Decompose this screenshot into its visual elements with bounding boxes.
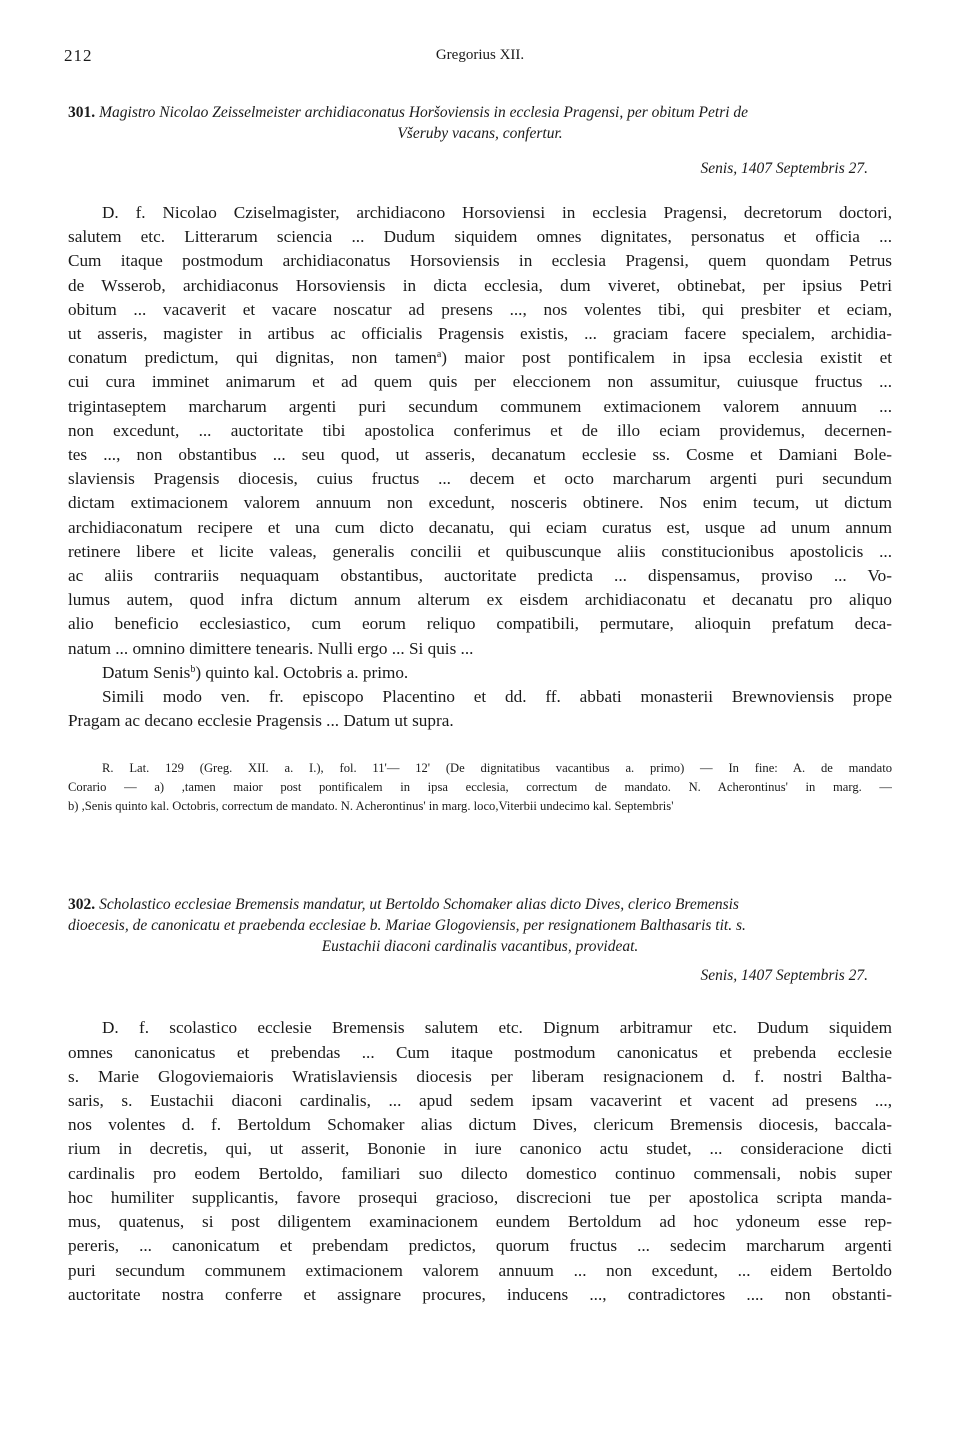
text-fragment: ) quinto kal. Octobris a. primo. <box>195 662 409 682</box>
text-line: D. f. scolastico ecclesie Bremensis salutem etc. Dignum arbitramur etc. Dudum siquidem <box>102 1018 892 1038</box>
text-line: salutem etc. Litterarum sciencia ... Dudum siquidem omnes dignitates, personatus et officia ... <box>68 227 892 247</box>
text-fragment: ) maior post pontificalem in ipsa ecclesia existit et <box>441 348 892 368</box>
footnote-mark: b <box>190 663 196 675</box>
text-line <box>68 346 892 370</box>
text-line: obitum ... vacaverit et vacare noscatur ad presens ..., nos volentes tibi, qui presbiter et eciam, <box>68 299 892 319</box>
text-line: archidiaconatum recipere et una cum dicto decanatu, qui eciam curatus est, usque ad unum annum <box>68 517 892 537</box>
entry-number: 302. <box>68 896 96 914</box>
text-line: Simili modo ven. fr. episcopo Placentino et dd. ff. abbati monasterii Brewnoviensis prope <box>102 687 892 707</box>
page-number: 212 <box>64 46 93 65</box>
document-page <box>64 38 892 1307</box>
heading-line: Magistro Nicolao Zeisselmeister archidiaconatus Horšoviensis in ecclesia Pragensi, per obitum Petri de <box>99 104 749 121</box>
text-line: mus, quatenus, si post diligentem examinacionem eundem Bertoldum ad hoc ydoneum esse rep- <box>68 1212 892 1232</box>
heading-line: Scholastico ecclesiae Bremensis mandatur, ut Bertoldo Schomaker alias dicto Dives, clerico Bremensis <box>99 896 739 914</box>
heading-line: Eustachii diaconi cardinalis vacantibus, provideat. <box>321 938 639 956</box>
text-line: slaviensis Pragensis diocesis, cuius fructus ... decem et octo marcharum argenti puri secundum <box>68 469 892 489</box>
entry-301-heading <box>68 102 892 144</box>
text-line: tes ..., non obstantibus ... seu quod, ut asseris, decanatum ecclesie ss. Cosme et Damiani Bole- <box>68 445 892 465</box>
text-line: trigintaseptem marcharum argenti puri secundum communem extimacionem valorem annuum ... <box>68 396 892 416</box>
footnote-line: R. Lat. 129 (Greg. XII. a. I.), fol. 11'— 12' (De dignitatibus vacantibus a. primo) — In fine: A. de mandato <box>102 761 892 776</box>
text-line: de Wsserob, archidiaconus Horsoviensis in dicta ecclesia, dum viveret, obtinebat, per ipsius Petri <box>68 275 892 295</box>
text-fragment: conatum predictum, qui dignitas, non tamen <box>68 348 437 368</box>
text-line: alio beneficio ecclesiastico, cum eorum reliquo compatibili, permutare, alioquin prefatum deca- <box>68 614 892 634</box>
text-line: s. Marie Glogoviemaioris Wratislaviensis diocesis per liberam resignacionem d. f. nostri Baltha- <box>68 1066 892 1086</box>
text-line: cardinalis pro eodem Bertoldo, familiari suo dilecto domestico continuo commensali, nobis super <box>68 1163 892 1183</box>
entry-date: Senis, 1407 Septembris 27. <box>700 160 868 177</box>
footnote-line: Corario — a) ,tamen maior post pontificalem in ipsa ecclesia, correctum de mandato. N. Acherontinus' in marg. — <box>68 780 892 795</box>
text-line: Pragam ac decano ecclesie Pragensis ... Datum ut supra. <box>68 711 454 731</box>
text-line: rium in decretis, qui, ut asserit, Bononie in iure canonico actu studet, ... consideracione dicti <box>68 1139 892 1159</box>
text-line: omnes canonicatus et prebendas ... Cum itaque postmodum canonicatus et prebenda ecclesie <box>68 1042 892 1062</box>
text-line: cui cura imminet animarum et ad quem quis per eleccionem non assumitur, cuiusque fructus ... <box>68 372 892 392</box>
datum-line <box>68 661 892 685</box>
entry-302 <box>68 894 892 1306</box>
text-line: lumus autem, quod infra dictum annum alterum ex eisdem archidiaconatu et decanatu pro aliquo <box>68 590 892 610</box>
text-line: D. f. Nicolao Cziselmagister, archidiacono Horsoviensi in ecclesia Pragensi, decretorum doctori, <box>102 203 892 222</box>
running-title: Gregorius XII. <box>435 47 525 63</box>
entry-302-heading <box>68 894 892 957</box>
text-line: dictam extimacionem valorem annuum non excedunt, nosceris obtinere. Nos enim tecum, ut dictum <box>68 493 892 513</box>
entry-301 <box>68 102 892 816</box>
text-line: saris, s. Eustachii diaconi cardinalis, ... apud sedem ipsam vacaverint et vacent ad presens ..., <box>68 1091 892 1111</box>
text-line: hoc humiliter supplicantis, favore prosequi gracioso, discrecioni tue per apostolica scripta manda- <box>68 1187 892 1207</box>
heading-line: Všeruby vacans, confertur. <box>397 125 563 142</box>
text-line: non excedunt, ... auctoritate tibi apostolica conferimus et de illo eciam providemus, decernen- <box>68 420 892 440</box>
text-line: nos volentes d. f. Bertoldum Schomaker alias dictum Dives, clericum Bremensis diocesis, baccala- <box>68 1115 892 1135</box>
footnote-block <box>68 759 892 816</box>
text-line: auctoritate nostra conferre et assignare procures, inducens ..., contradictores .... non obstanti- <box>68 1284 892 1304</box>
footnote-line: b) ,Senis quinto kal. Octobris, correctum de mandato. N. Acherontinus' in marg. loco,Viterbii undecimo kal. Septembris' <box>68 799 674 814</box>
entry-number: 301. <box>68 104 96 121</box>
text-fragment: Datum Senis <box>102 662 191 682</box>
entry-302-body <box>68 1016 892 1306</box>
entry-301-body <box>68 201 892 733</box>
text-line: pereris, ... canonicatum et prebendam predictos, quorum fructus ... sedecim marcharum argenti <box>68 1236 892 1256</box>
heading-line: dioecesis, de canonicatu et praebenda ecclesiae b. Mariae Glogoviensis, per resignationem Balthasaris tit. s. <box>68 917 746 935</box>
entry-date: Senis, 1407 Septembris 27. <box>700 967 868 985</box>
text-line: ac aliis contrariis nequaquam obstantibus, auctoritate predicta ... dispensamus, proviso ... Vo- <box>68 566 892 586</box>
running-head <box>64 38 892 68</box>
text-line: retinere libere et licite valeas, generalis concilii et quibuscunque aliis constitucionibus apostolicis ... <box>68 541 892 561</box>
text-line: Cum itaque postmodum archidiaconatus Horsoviensis in ecclesia Pragensi, quem quondam Petrus <box>68 251 892 271</box>
text-line: natum ... omnino dimittere tenearis. Nulli ergo ... Si quis ... <box>68 638 474 658</box>
text-line: puri secundum communem extimacionem valorem annuum ... non excedunt, ... eidem Bertoldo <box>68 1260 892 1280</box>
footnote-mark: a <box>436 349 442 361</box>
text-line: ut asseris, magister in artibus ac officialis Pragensis existis, ... graciam facere specialem, archidia- <box>68 324 892 344</box>
